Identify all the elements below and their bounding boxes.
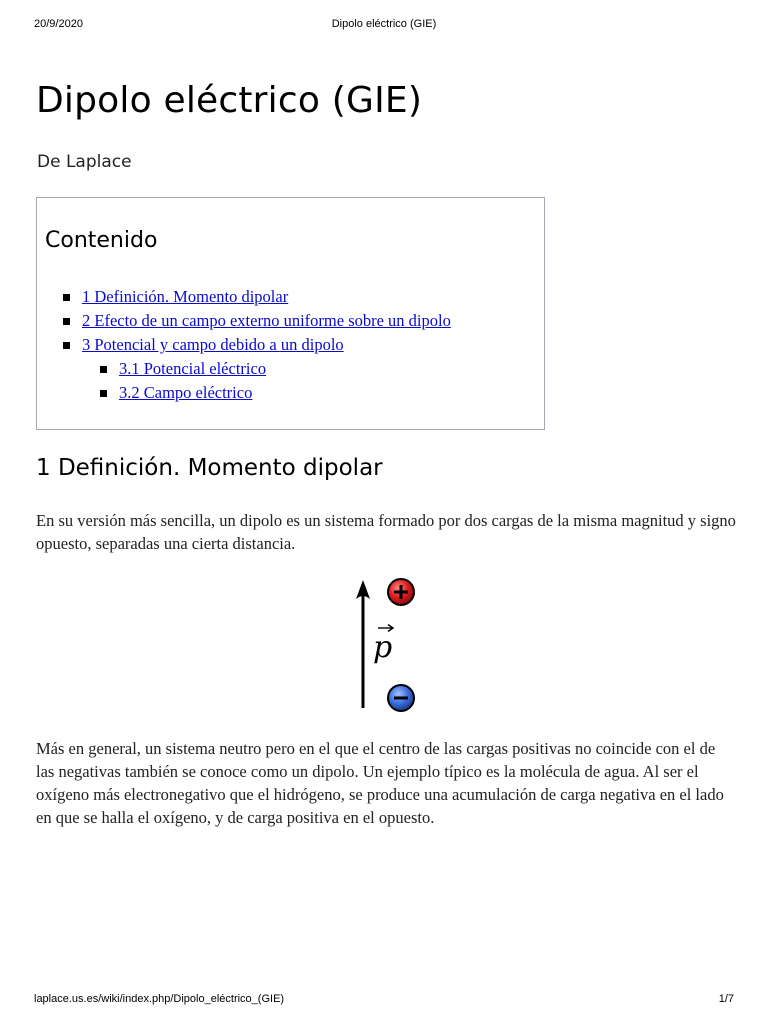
toc-link-potencial-campo[interactable]: 3 Potencial y campo debido a un dipolo <box>82 335 344 354</box>
toc-item-1 <box>63 285 451 309</box>
vector-p-label <box>373 625 393 666</box>
page-subtitle: De Laplace <box>37 152 132 172</box>
toc-link-definicion[interactable]: 1 Definición. Momento dipolar <box>82 287 289 306</box>
print-date: 20/9/2020 <box>34 18 83 30</box>
bullet-icon <box>63 318 70 325</box>
toc-item-3 <box>63 333 451 357</box>
negative-charge-icon <box>388 685 414 711</box>
bullet-icon <box>100 366 107 373</box>
page-number: 1/7 <box>718 993 734 1005</box>
bullet-icon <box>63 342 70 349</box>
toc-link-campo-electrico[interactable]: 3.2 Campo eléctrico <box>119 383 253 402</box>
print-title: Dipolo eléctrico (GIE) <box>331 18 437 30</box>
dipole-diagram <box>336 572 436 722</box>
toc-title: Contenido <box>45 228 158 253</box>
print-footer <box>0 993 768 1009</box>
paragraph: En su versión más sencilla, un dipolo es un sistema formado por dos cargas de la misma magnitud y signo opuesto, separadas una cierta distancia. <box>36 511 736 553</box>
bullet-icon <box>100 390 107 397</box>
paragraph: Más en general, un sistema neutro pero en el que el centro de las cargas positivas no coincide con el de las negativas también se conoce como un dipolo. Un ejemplo típico es la molécula de agua. Al ser el oxígeno más electronegativo que el hidrógeno, se produce una acumulación de carga negativa en el lado en que se halla el oxígeno, y de carga positiva en el opuesto. <box>36 739 724 827</box>
dipole-moment-arrow-icon <box>356 580 370 708</box>
positive-charge-icon <box>388 579 414 605</box>
toc-item-3-1 <box>100 357 451 381</box>
toc-list <box>63 285 451 405</box>
section-heading: 1 Definición. Momento dipolar <box>36 455 383 481</box>
vector-symbol: p <box>373 630 393 665</box>
print-url: laplace.us.es/wiki/index.php/Dipolo_eléctrico_(GIE) <box>34 993 285 1005</box>
page-title: Dipolo eléctrico (GIE) <box>36 80 423 121</box>
toc-item-3-2 <box>100 381 451 405</box>
bullet-icon <box>63 294 70 301</box>
print-header <box>0 18 768 34</box>
toc-link-efecto-campo[interactable]: 2 Efecto de un campo externo uniforme sobre un dipolo <box>82 311 451 330</box>
toc-link-potencial-electrico[interactable]: 3.1 Potencial eléctrico <box>119 359 267 378</box>
table-of-contents <box>36 197 545 430</box>
dipole-figure <box>336 572 436 722</box>
toc-item-2 <box>63 309 451 333</box>
